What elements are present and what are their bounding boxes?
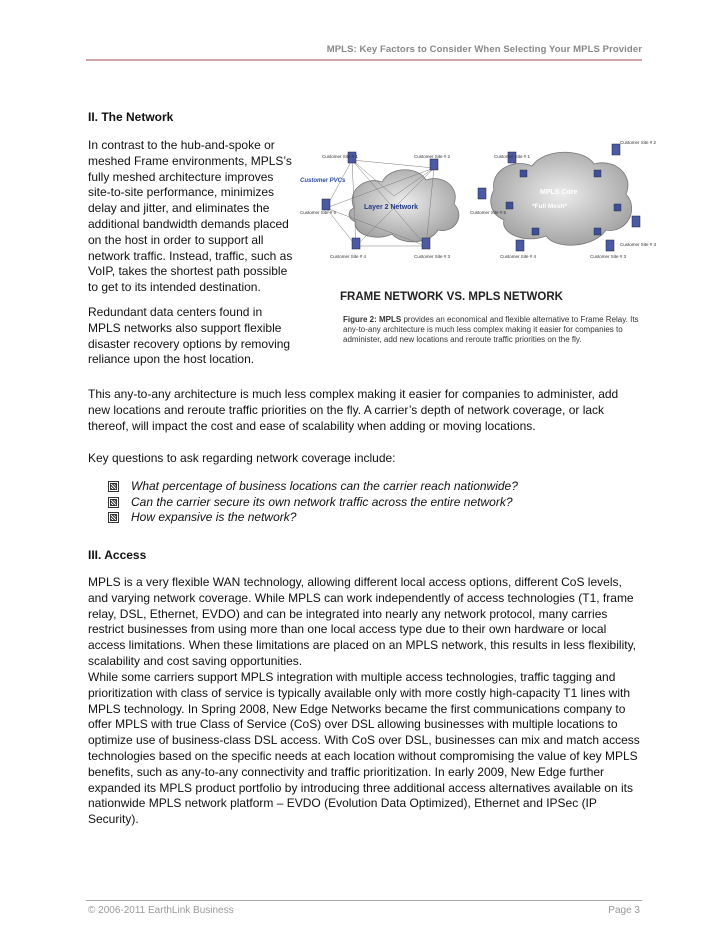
- mpls-site-3-label: Customer Site # 3: [620, 242, 657, 247]
- mpls-site-1-label: Customer Site # 1: [494, 154, 531, 159]
- mpls-network-diagram: [470, 140, 657, 259]
- frame-site-1-label: Customer Site # 1: [322, 154, 359, 159]
- mpls-site-3b-label: Customer Site # 3: [590, 254, 627, 259]
- question-3: How expansive is the network?: [131, 510, 297, 525]
- bullet-box-icon: [108, 481, 119, 492]
- frame-site-5-label: Customer Site # 5: [300, 210, 337, 215]
- intro-column: [88, 138, 293, 377]
- section-heading-access: III. Access: [88, 548, 147, 562]
- frame-site-3-label: Customer Site # 3: [414, 254, 451, 259]
- mpls-site-4-label: Customer Site # 4: [500, 254, 537, 259]
- question-1: What percentage of business locations can the carrier reach nationwide?: [131, 479, 518, 493]
- footer-rule: [86, 900, 642, 901]
- figure-caption: [343, 315, 643, 346]
- list-item: [108, 495, 518, 511]
- figure-caption-text: provides an economical and flexible alternative to Frame Relay. Its any-to-any architecture is much less complex making it easier for companies to administer, add new locations and reroute traffic priorities on the fly.: [343, 315, 639, 345]
- access-paragraph-1: [88, 575, 643, 670]
- mpls-site-5-label: Customer Site # 5: [470, 210, 507, 215]
- figure-caption-label: Figure 2: MPLS: [343, 315, 402, 324]
- mpls-core-cloud: [491, 152, 632, 245]
- question-2: Can the carrier secure its own network traffic across the entire network?: [131, 494, 513, 509]
- footer-page-number: Page 3: [608, 905, 640, 916]
- bullet-box-icon: [108, 512, 119, 523]
- access-paragraph-2-text: While some carriers support MPLS integration with multiple access technologies, traffic tagging and prioritization with class of service is typically available only with more costly high-capacity T1 lines with MPLS technology. In Spring 2008, New Edge Networks became the first communications company to offer MPLS with true Class of Service (CoS) over DSL allowing businesses with multiple locations to optimize use of business-class DSL access. With CoS over DSL, businesses can mix and match access technologies based on the specific needs at each location without compromising the value of key MPLS benefits, such as any-to-any connectivity and traffic prioritization. In early 2009, New Edge further expanded its MPLS product portfolio by introducing three additional access alternatives available on its nationwide MPLS network platform – EVDO (Evolution Data Optimized), Ethernet and IPSec (IP Security).: [88, 670, 640, 827]
- questions-intro: Key questions to ask regarding network coverage include:: [88, 451, 396, 465]
- mpls-core-label: MPLS Core: [540, 189, 578, 196]
- footer-copyright: © 2006-2011 EarthLink Business: [88, 905, 234, 916]
- access-paragraph-2: [88, 670, 643, 828]
- section-heading-network: II. The Network: [88, 110, 174, 124]
- layer2-network-label: Layer 2 Network: [364, 204, 419, 211]
- frame-site-4-label: Customer Site # 4: [330, 254, 367, 259]
- customer-pvcs-label: Customer PVCs: [300, 178, 346, 184]
- intro-paragraph-2: Redundant data centers found in MPLS networks also support flexible disaster recovery options by removing reliance upon the host location.: [88, 304, 291, 367]
- network-paragraph: [88, 387, 643, 434]
- network-comparison-figure: [294, 130, 657, 280]
- running-header: MPLS: Key Factors to Consider When Selecting Your MPLS Provider: [326, 44, 642, 55]
- frame-site-2-label: Customer Site # 2: [414, 154, 451, 159]
- frame-network-diagram: [300, 152, 459, 259]
- any-to-any-paragraph: This any-to-any architecture is much less complex making it easier for companies to administer, add new locations and reroute traffic priorities on the fly. A carrier’s depth of network coverage, or lack thereof, will impact the cost and ease of scalability when adding or moving locations.: [88, 387, 619, 433]
- list-item: [108, 510, 518, 526]
- header-rule: [86, 59, 642, 61]
- questions-list: [108, 479, 518, 526]
- full-mesh-label: *Full Mesh*: [532, 203, 568, 210]
- access-paragraph-1-text: MPLS is a very flexible WAN technology, allowing different local access options, different CoS levels, and varying network coverage. While MPLS can work independently of access technologies (T1, frame relay, DSL, Ethernet, EVDO) and can be integrated into nearly any network protocol, many carries restrict businesses from using more than one local access type due to their own hardware or local access limitations. When these limitations are placed on an MPLS network, this results in less flexibility, scalability and cost saving opportunities.: [88, 575, 637, 668]
- bullet-box-icon: [108, 497, 119, 508]
- intro-paragraph-1: In contrast to the hub-and-spoke or meshed Frame environments, MPLS’s fully meshed architecture improves site-to-site performance, minimizes delay and jitter, and eliminates the additional bandwidth demands placed on the host in order to support all network traffic. Instead, traffic, such as VoIP, takes the shortest path possible to get to its intended destination.: [88, 138, 293, 295]
- mpls-site-2-label: Customer Site # 2: [620, 140, 657, 145]
- list-item: [108, 479, 518, 495]
- figure-title: FRAME NETWORK VS. MPLS NETWORK: [340, 291, 563, 303]
